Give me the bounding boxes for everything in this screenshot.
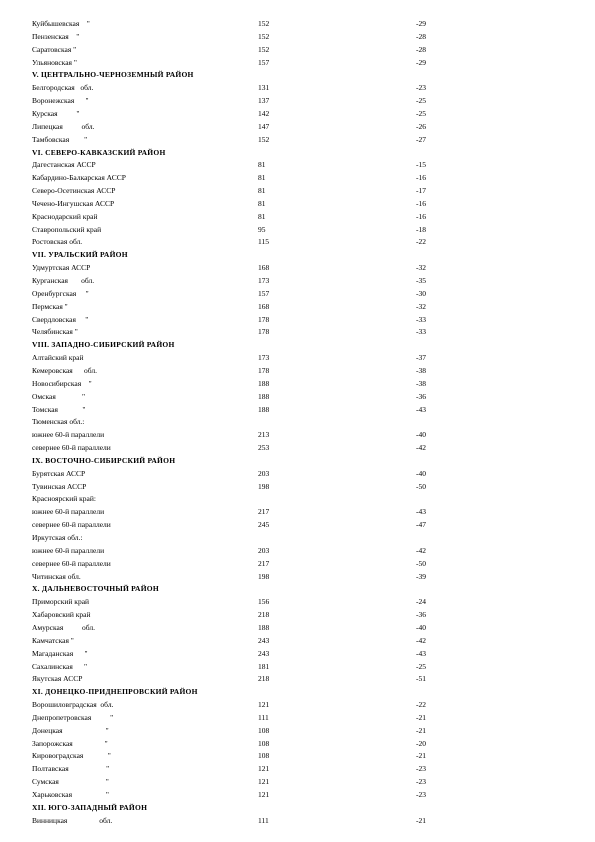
value-temperature: -51 [416,674,426,684]
table-row [0,224,595,236]
table-row [0,725,595,737]
value-duration: 173 [258,276,270,285]
value-temperature: -38 [416,365,426,375]
value-duration: 173 [258,353,270,363]
table-row [0,416,595,428]
value-temperature: -16 [416,173,426,183]
value-temperature: -29 [416,57,426,67]
table-row [0,121,595,133]
table-row [0,750,595,762]
value-temperature: -28 [416,31,426,41]
region-name: Омская " [32,391,86,401]
section-title: XI. ДОНЕЦКО-ПРИДНЕПРОВСКИЙ РАЙОН [32,687,198,697]
value-temperature: -29 [416,19,426,28]
region-name: Читинская обл. [32,571,81,581]
value-duration: 217 [258,558,270,568]
value-duration: 203 [258,545,270,555]
table-row [0,365,595,377]
region-name: Якутская АССР [32,674,83,684]
table-row [0,609,595,621]
value-temperature: -39 [416,571,426,581]
table-row [0,545,595,557]
table-row [0,185,595,197]
region-name: севернее 60-й параллели [32,443,111,453]
value-temperature: -15 [416,160,426,170]
section-title: V. ЦЕНТРАЛЬНО-ЧЕРНОЗЕМНЫЙ РАЙОН [32,70,194,80]
region-name: Кировоградская " [32,751,111,761]
table-row [0,236,595,248]
region-name: Бурятская АССР [32,468,86,478]
value-duration: 121 [258,777,270,787]
value-duration: 188 [258,391,270,401]
section-heading [0,69,595,81]
value-temperature: -32 [416,263,426,273]
table-row [0,211,595,223]
region-name: Сахалинская " [32,661,88,671]
table-row [0,31,595,43]
region-name: Оренбургская " [32,288,89,298]
value-temperature: -25 [416,661,426,671]
region-name: Курганская обл. [32,276,95,285]
value-temperature: -40 [416,468,426,478]
region-name: Дагестанская АССР [32,160,96,170]
table-row [0,481,595,493]
region-name: Иркутская обл.: [32,533,83,542]
section-heading [0,339,595,351]
region-name: Курская " [32,108,80,118]
value-temperature: -32 [416,301,426,311]
region-name: Свердловская " [32,314,89,324]
region-name: Камчатская " [32,635,74,645]
table-row [0,275,595,287]
value-temperature: -21 [416,725,426,735]
value-duration: 95 [258,224,266,234]
table-row [0,815,595,827]
table-row [0,673,595,685]
table-row [0,622,595,634]
region-name: Липецкая обл. [32,121,95,131]
value-temperature: -33 [416,314,426,324]
region-name: Пензенская " [32,31,80,41]
value-duration: 152 [258,31,270,41]
table-row [0,95,595,107]
value-temperature: -17 [416,186,426,196]
value-duration: 131 [258,83,270,93]
region-name: Ворошиловградская обл. [32,700,114,710]
value-temperature: -22 [416,700,426,710]
value-duration: 108 [258,725,270,735]
table-row [0,699,595,711]
value-temperature: -50 [416,481,426,491]
region-name: Тамбовская " [32,134,88,144]
section-title: VIII. ЗАПАДНО-СИБИРСКИЙ РАЙОН [32,340,175,350]
region-name: Новосибирская " [32,378,92,388]
region-name: Челябинская " [32,327,78,337]
section-title: XII. ЮГО-ЗАПАДНЫЙ РАЙОН [32,802,148,812]
value-duration: 243 [258,635,270,645]
table-row [0,391,595,403]
table-row [0,506,595,518]
section-heading [0,249,595,261]
region-name: Винницкая обл. [32,815,113,825]
value-temperature: -37 [416,353,426,363]
region-name: южнее 60-й параллели [32,430,105,440]
value-temperature: -40 [416,430,426,440]
table-row [0,404,595,416]
value-temperature: -20 [416,738,426,748]
value-duration: 217 [258,507,270,517]
value-duration: 168 [258,301,270,311]
value-duration: 156 [258,597,270,607]
value-duration: 188 [258,378,270,388]
table-row [0,712,595,724]
value-temperature: -27 [416,134,426,144]
value-temperature: -21 [416,815,426,825]
table-row [0,134,595,146]
region-name: Ростовская обл. [32,237,83,247]
table-row [0,108,595,120]
table-row [0,763,595,775]
value-duration: 243 [258,648,270,658]
value-temperature: -33 [416,327,426,337]
region-name: севернее 60-й параллели [32,558,111,568]
table-row [0,661,595,673]
region-name: Северо-Осетинская АССР [32,186,116,196]
value-temperature: -43 [416,404,426,414]
value-duration: 121 [258,700,270,710]
region-name: южнее 60-й параллели [32,507,105,517]
region-name: Амурская обл. [32,622,96,632]
section-title: VII. УРАЛЬСКИЙ РАЙОН [32,250,128,260]
table-row [0,378,595,390]
value-duration: 178 [258,365,270,375]
region-name: Запорожская " [32,738,108,748]
value-duration: 181 [258,661,270,671]
value-duration: 203 [258,468,270,478]
region-name: Сумская " [32,777,109,787]
table-row [0,159,595,171]
table-row [0,468,595,480]
region-name: Пермская " [32,301,68,311]
region-name: Днепропетровская " [32,712,114,722]
region-name: Полтавская " [32,764,110,774]
region-name: Воронежская " [32,96,89,106]
value-temperature: -16 [416,211,426,221]
table-row [0,558,595,570]
value-temperature: -23 [416,777,426,787]
region-name: Краснодарский край [32,211,98,221]
value-temperature: -43 [416,648,426,658]
table-row [0,776,595,788]
region-name: южнее 60-й параллели [32,545,105,555]
value-duration: 108 [258,751,270,761]
value-duration: 81 [258,173,266,183]
section-title: IX. ВОСТОЧНО-СИБИРСКИЙ РАЙОН [32,455,176,465]
table-row [0,571,595,583]
value-temperature: -23 [416,83,426,93]
region-name: Приморский край [32,597,90,607]
table-row [0,262,595,274]
section-heading [0,583,595,595]
value-duration: 152 [258,134,270,144]
section-heading [0,147,595,159]
value-duration: 168 [258,263,270,273]
value-temperature: -36 [416,610,426,620]
section-heading [0,802,595,814]
value-duration: 218 [258,674,270,684]
table-row [0,789,595,801]
table-row [0,635,595,647]
value-duration: 147 [258,121,270,131]
region-name: Куйбышевская " [32,19,90,28]
region-name: Чечено-Ингушская АССР [32,198,115,208]
section-heading [0,686,595,698]
value-temperature: -42 [416,443,426,453]
region-name: Саратовская " [32,44,77,54]
value-duration: 152 [258,44,270,54]
value-temperature: -30 [416,288,426,298]
region-name: Ульяновская " [32,57,77,67]
table-row [0,596,595,608]
region-name: Томская " [32,404,86,414]
value-duration: 178 [258,314,270,324]
value-duration: 81 [258,186,266,196]
value-temperature: -42 [416,545,426,555]
value-duration: 213 [258,430,270,440]
value-duration: 188 [258,404,270,414]
value-duration: 152 [258,19,270,28]
value-temperature: -40 [416,622,426,632]
table-row [0,429,595,441]
value-temperature: -22 [416,237,426,247]
value-temperature: -25 [416,96,426,106]
table-row [0,57,595,69]
table-row [0,314,595,326]
region-name: Донецкая " [32,725,109,735]
region-name: Тувинская АССР [32,481,87,491]
value-temperature: -50 [416,558,426,568]
value-temperature: -38 [416,378,426,388]
value-temperature: -43 [416,507,426,517]
value-duration: 137 [258,96,270,106]
region-name: севернее 60-й параллели [32,520,111,530]
value-temperature: -24 [416,597,426,607]
region-name: Магаданская " [32,648,88,658]
region-name: Ставропольский край [32,224,102,234]
value-temperature: -18 [416,224,426,234]
section-title: X. ДАЛЬНЕВОСТОЧНЫЙ РАЙОН [32,584,159,594]
value-temperature: -23 [416,790,426,799]
table-row [0,288,595,300]
value-duration: 111 [258,815,269,825]
value-duration: 157 [258,288,270,298]
table-row [0,738,595,750]
region-name: Кабардино-Балкарская АССР [32,173,126,183]
table-row [0,326,595,338]
value-duration: 178 [258,327,270,337]
table-row [0,532,595,544]
value-duration: 81 [258,160,266,170]
region-name: Тюменская обл.: [32,417,85,427]
region-name: Кемеровская обл. [32,365,98,375]
section-title: VI. СЕВЕРО-КАВКАЗСКИЙ РАЙОН [32,147,166,157]
value-temperature: -36 [416,391,426,401]
value-temperature: -35 [416,276,426,285]
table-row [0,648,595,660]
value-temperature: -21 [416,751,426,761]
table-row [0,519,595,531]
table-row [0,18,595,30]
value-temperature: -21 [416,712,426,722]
table-row [0,301,595,313]
region-name: Белгородская обл. [32,83,94,93]
value-duration: 157 [258,57,270,67]
value-duration: 198 [258,571,270,581]
value-temperature: -26 [416,121,426,131]
value-temperature: -42 [416,635,426,645]
value-duration: 81 [258,198,266,208]
region-name: Хабаровский край [32,610,91,620]
value-duration: 188 [258,622,270,632]
region-name: Красноярский край: [32,494,96,504]
region-name: Удмуртская АССР [32,263,91,273]
value-temperature: -25 [416,108,426,118]
table-row [0,442,595,454]
table-row [0,198,595,210]
region-name: Харьковская " [32,790,109,799]
value-duration: 111 [258,712,269,722]
table-row [0,172,595,184]
value-duration: 115 [258,237,269,247]
value-duration: 253 [258,443,270,453]
value-duration: 121 [258,790,270,799]
table-row [0,82,595,94]
value-temperature: -23 [416,764,426,774]
value-temperature: -16 [416,198,426,208]
value-temperature: -28 [416,44,426,54]
table-row [0,44,595,56]
table-row [0,352,595,364]
value-duration: 108 [258,738,270,748]
region-name: Алтайский край [32,353,84,363]
value-duration: 245 [258,520,270,530]
value-duration: 218 [258,610,270,620]
value-temperature: -47 [416,520,426,530]
section-heading [0,455,595,467]
value-duration: 81 [258,211,266,221]
value-duration: 142 [258,108,270,118]
value-duration: 198 [258,481,270,491]
value-duration: 121 [258,764,270,774]
table-row [0,493,595,505]
